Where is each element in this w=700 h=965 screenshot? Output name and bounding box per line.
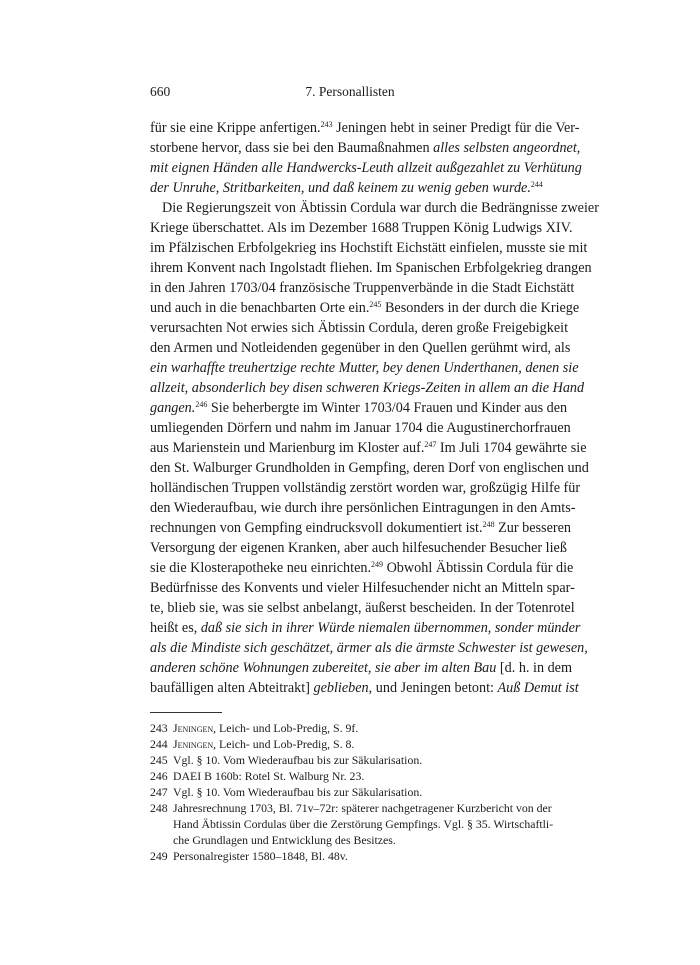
text-line: den Armen und Notleidenden gegenüber in den Quellen gerühmt wird, als <box>150 340 571 356</box>
footnote-ref[interactable]: 248 <box>482 520 495 529</box>
text-line: und auch in die benachbarten Orte ein.$^{245}$ Besonders in der durch die Kriege <box>150 300 580 316</box>
page-number: 660 <box>150 84 171 99</box>
footnote-continuation: Hand Äbtissin Cordulas über die Zerstörung Gempfings. Vgl. § 35. Wirtschaftli- <box>173 817 554 831</box>
footnote-number: 249 <box>150 849 168 863</box>
footnote-number: 244 <box>150 737 168 751</box>
text-line: umliegenden Dörfern und nahm im Januar 1704 die Augustinerchorfrauen <box>150 420 571 436</box>
text-line: verursachten Not erwies sich Äbtissin Cordula, deren große Freigebigkeit <box>150 320 569 336</box>
footnote-text: Vgl. § 10. Vom Wiederaufbau bis zur Säkularisation. <box>173 753 423 767</box>
text-line: in den Jahren 1703/04 französische Truppenverbände in die Stadt Eichstätt <box>150 280 575 296</box>
text-line: anderen schöne Wohnungen zubereitet, sie aber im alten Bau [d. h. in dem <box>150 660 573 676</box>
text-line: Bedürfnisse des Konvents und vieler Hilfesuchender nicht an Mitteln spar- <box>150 580 575 596</box>
text-line: te, blieb sie, was sie selbst anbelangt, äußerst bescheiden. In der Totenrotel <box>150 600 575 616</box>
text-line: den St. Walburger Grundholden in Gempfing, deren Dorf von englischen und <box>150 460 589 476</box>
text-line: aus Marienstein und Marienburg im Kloster auf.$^{247}$ Im Juli 1704 gewährte sie <box>150 440 587 456</box>
text-line: storbene hervor, dass sie bei den Baumaßnahmen alles selbsten angeordnet, <box>150 140 581 156</box>
text-line: baufälligen alten Abteitrakt] geblieben, und Jeningen betont: Auß Demut ist <box>150 680 579 696</box>
footnote-number: 243 <box>150 721 168 735</box>
text-line: sie die Klosterapotheke neu einrichten.$^{249}$ Obwohl Äbtissin Cordula für die <box>150 560 574 576</box>
text-line: den Wiederaufbau, wie durch ihre persönlichen Eintragungen in den Amts- <box>150 500 576 516</box>
text-line: mit eignen Händen alle Handwercks-Leuth allzeit außgezahlet zu Verhütung <box>150 160 582 176</box>
footnote-continuation: che Grundlagen und Entwicklung des Besitzes. <box>173 833 396 847</box>
text-line: im Pfälzischen Erbfolgekrieg ins Hochstift Eichstätt einfielen, musste sie mit <box>150 240 588 256</box>
footnote-number: 246 <box>150 769 168 783</box>
footnote-number: 247 <box>150 785 168 799</box>
footnote-ref[interactable]: 249 <box>371 560 384 569</box>
footnote-number: 245 <box>150 753 168 767</box>
text-line: der Unruhe, Stritbarkeiten, und daß keinem zu wenig geben wurde.$^{244}$ <box>150 180 543 196</box>
footnote-text: DAEI B 160b: Rotel St. Walburg Nr. 23. <box>173 769 365 783</box>
footnote-ref[interactable]: 246 <box>195 400 208 409</box>
footnote-text: Vgl. § 10. Vom Wiederaufbau bis zur Säkularisation. <box>173 785 423 799</box>
footnote-ref[interactable]: 244 <box>530 180 543 189</box>
text-line: als die Mindiste sich geschätzet, ärmer als die ärmste Schwester ist gewesen, <box>150 640 588 656</box>
footnote-ref[interactable]: 245 <box>369 300 382 309</box>
footnote-number: 248 <box>150 801 168 815</box>
footnote-author: Jeningen <box>173 721 214 735</box>
footnote-author: Jeningen <box>173 737 214 751</box>
footnote-ref[interactable]: 243 <box>320 120 333 129</box>
text-line: heißt es, daß sie sich in ihrer Würde niemalen übernommen, sonder münder <box>150 620 581 636</box>
footnote-text: Personalregister 1580–1848, Bl. 48v. <box>173 849 348 863</box>
text-line: Versorgung der eigenen Kranken, aber auch hilfesuchender Besucher ließ <box>150 540 567 556</box>
book-page: 660 7. Personallisten für sie eine Krippe anfertigen.$^{243}$ Jeningen hebt in seiner Predigt für die Ver- storbene hervor, dass sie bei den Baumaßnahmen alles selbsten angeordnet, mit eignen Händen alle Handwercks-Leuth allzeit außgezahlet zu Verhütung der Unruhe, Stritbarkeiten, und daß keinem zu wenig geben wurde.$^{244}$ Die Regierungszeit von Äbtissin Cordula war durch die Bedrängnisse zweier Kriege überschattet. Als im Dezember 1688 Truppen König Ludwigs XIV. im Pfälzischen Erbfolgekrieg ins Hochstift Eichstätt einfielen, musste sie mit ihrem Konvent nach Ingolstadt fliehen. Im Spanischen Erbfolgekrieg drangen in den Jahren 1703/04 französische Truppenverbände in die Stadt Eichstätt und auch in die benachbarten Orte ein.$^{245}$ Besonders in der durch die Kriege verursachten Not erwies sich Äbtissin Cordula, deren große Freigebigkeit den Armen und Notleidenden gegenüber in den Quellen gerühmt wird, als ein warhaffte treuhertzige rechte Mutter, bey denen Underthanen, denen sie allzeit, absonderlich bey disen schweren Kriegs-Zeiten in allem an die Hand gangen.$^{246}$ Sie beherbergte im Winter 1703/04 Frauen und Kinder aus den umliegenden Dörfern und nahm im Januar 1704 die Augustinerchorfrauen aus Marienstein und Marienburg im Kloster auf.$^{247}$ Im Juli 1704 gewährte sie den St. Walburger Grundholden in Gempfing, deren Dorf von englischen und holländischen Truppen vollständig zerstört worden war, großzügig Hilfe für den Wiederaufbau, wie durch ihre persönlichen Eintragungen in den Amts- rechnungen von Gempfing eindrucksvoll dokumentiert ist.$^{248}$ Zur besseren Versorgung der eigenen Kranken, aber auch hilfesuchender Besucher ließ sie die Klosterapotheke neu einrichten.$^{249}$ Obwohl Äbtissin Cordula für die Bedürfnisse des Konvents und vieler Hilfesuchender nicht an Mitteln spar- te, blieb sie, was sie selbst anbelangt, äußerst bescheiden. In der Totenrotel heißt es, daß sie sich in ihrer Würde niemalen übernommen, sonder münder als die Mindiste sich geschätzet, ärmer als die ärmste Schwester ist gewesen, anderen schöne Wohnungen zubereitet, sie aber im alten Bau [d. h. in dem baufälligen alten Abteitrakt] geblieben, und Jeningen betont: Auß Demut ist 243 Jeningen, Leich- und Lob-Predig, S. 9f. 244 Jeningen, Leich- und Lob-Predig, S. 8. 245 Vgl. § 10. Vom Wiederaufbau bis zur Säkularisation. 246 DAEI B 160b: Rotel St. Walburg Nr. 23. 247 Vgl. § 10. Vom Wiederaufbau bis zur Säkularisation. 248 Jahresrechnung 1703, Bl. 71v–72r: späterer nachgetragener Kurzbericht von der Hand Äbtissin Cordulas über die Zerstörung Gempfings. Vgl. § 35. Wirtschaftli- che Grundlagen und Entwicklung des Besitzes. 249 Personalregister 1580–1848, Bl. 48v. <box>150 84 599 863</box>
footnote-ref[interactable]: 247 <box>424 440 437 449</box>
text-line: gangen.$^{246}$ Sie beherbergte im Winter 1703/04 Frauen und Kinder aus den <box>150 400 568 416</box>
text-line: Die Regierungszeit von Äbtissin Cordula war durch die Bedrängnisse zweier <box>162 200 599 216</box>
text-line: rechnungen von Gempfing eindrucksvoll dokumentiert ist.$^{248}$ Zur besseren <box>150 520 571 536</box>
text-line: ein warhaffte treuhertzige rechte Mutter, bey denen Underthanen, denen sie <box>150 360 579 376</box>
running-head: 7. Personallisten <box>305 84 395 99</box>
footnote-divider <box>150 712 222 713</box>
text-line: ihrem Konvent nach Ingolstadt fliehen. Im Spanischen Erbfolgekrieg drangen <box>150 260 592 276</box>
text-line: für sie eine Krippe anfertigen.$^{243}$ Jeningen hebt in seiner Predigt für die Ver- <box>150 120 580 136</box>
text-line: Kriege überschattet. Als im Dezember 1688 Truppen König Ludwigs XIV. <box>150 220 573 236</box>
footnote-text: Jahresrechnung 1703, Bl. 71v–72r: späterer nachgetragener Kurzbericht von der <box>173 801 552 815</box>
text-line: allzeit, absonderlich bey disen schweren Kriegs-Zeiten in allem an die Hand <box>150 380 585 396</box>
text-line: holländischen Truppen vollständig zerstört worden war, großzügig Hilfe für <box>150 480 581 496</box>
page-header <box>150 84 550 104</box>
